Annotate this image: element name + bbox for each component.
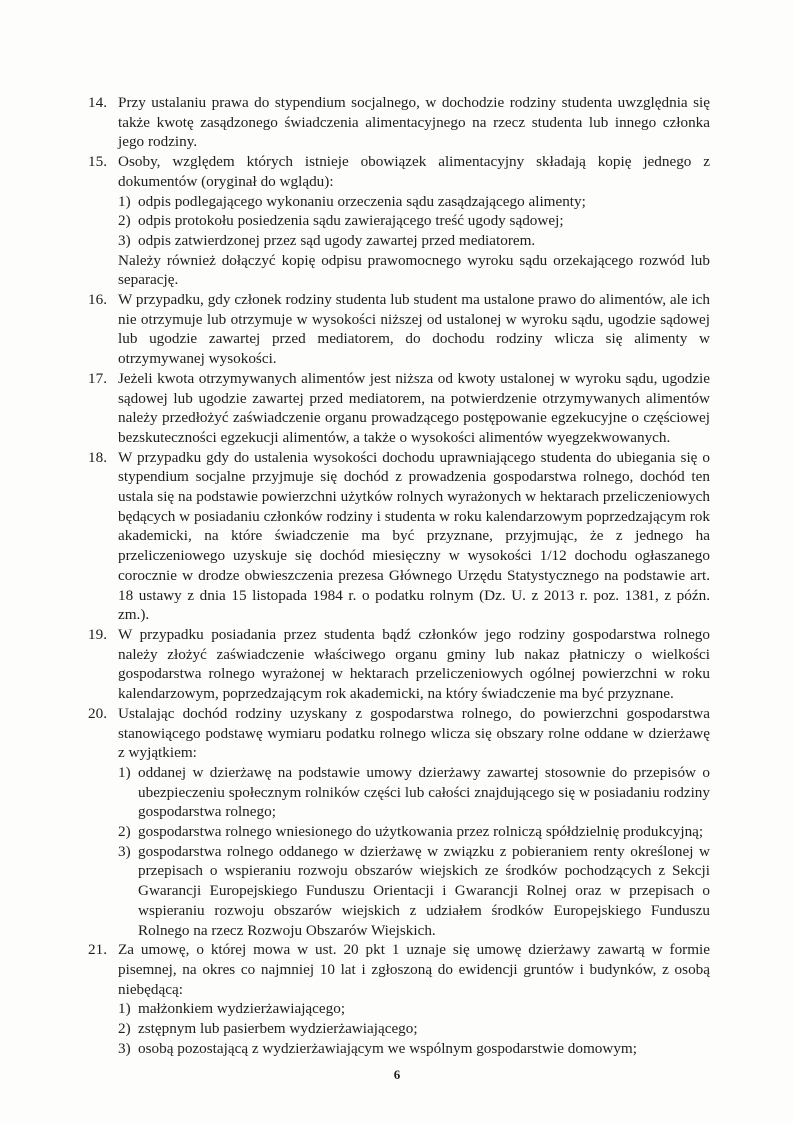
list-item	[118, 1019, 710, 1039]
list-item-text: gospodarstwa rolnego oddanego w dzierżawę w związku z pobieraniem renty określonej w przepisach o wspieraniu rozwoju obszarów wiejskich ze środków pochodzących z Sekcji Gwarancji Europejskiego Funduszu Orientacji i Gwarancji Rolnej oraz w przepisach o wspieraniu rozwoju obszarów wiejskich z udziałem środków Europejskiego Funduszu Rolnego na rzecz Rozwoju Obszarów Wiejskich.	[138, 842, 710, 939]
list-item-text: odpis protokołu posiedzenia sądu zawierającego treść ugody sądowej;	[138, 212, 564, 230]
paragraph-number: 17.	[88, 369, 107, 387]
list-item-number: 2)	[118, 823, 131, 841]
list-item-number: 3)	[118, 231, 131, 249]
list-item	[118, 231, 710, 251]
paragraph-number: 15.	[88, 153, 107, 171]
paragraph-text: Osoby, względem których istnieje obowiązek alimentacyjny składają kopię jednego z dokumentów (oryginał do wglądu):	[118, 153, 710, 190]
paragraph-number: 14.	[88, 94, 107, 111]
list-item-text: osobą pozostającą z wydzierżawiającym we wspólnym gospodarstwie domowym;	[138, 1039, 637, 1057]
paragraph-20	[88, 704, 710, 940]
paragraph-number: 20.	[88, 704, 107, 722]
list-item-number: 3)	[118, 1039, 131, 1057]
list-item-text: gospodarstwa rolnego wniesionego do użytkowania przez rolniczą spółdzielnię produkcyjną;	[138, 823, 704, 841]
paragraph-number: 19.	[88, 625, 107, 643]
list-item-number: 2)	[118, 212, 131, 230]
list-item-text: odpis podlegającego wykonaniu orzeczenia sądu zasądzającego alimenty;	[138, 192, 586, 210]
paragraph-number: 21.	[88, 941, 107, 959]
list-item	[118, 192, 710, 212]
list-item	[118, 999, 710, 1019]
list-item-text: oddanej w dzierżawę na podstawie umowy dzierżawy zawartej stosownie do przepisów o ubezpieczeniu społecznym rolników części lub całości znajdującego się w posiadaniu rodziny gospodarstwa rolnego;	[138, 763, 710, 821]
paragraph-14	[88, 93, 710, 152]
list-item-number: 3)	[118, 842, 131, 860]
list-item	[118, 211, 710, 231]
paragraph-text: W przypadku gdy do ustalenia wysokości dochodu uprawniającego studenta do ubiegania się o stypendium socjalne przyjmuje się dochód z prowadzenia gospodarstwa rolnego, dochód ten ustala się na podstawie powierzchni użytków rolnych wyrażonych w hektarach przeliczeniowych będących w posiadaniu członków rodziny i studenta w roku kalendarzowym poprzedzającym rok akademicki, na które świadczenie ma być przyznane, przyjmując, że z jednego ha przeliczeniowego uzyskuje się dochód miesięczny w wysokości 1/12 dochodu ogłaszanego corocznie w drodze obwieszczenia prezesa Głównego Urzędu Statystycznego na podstawie art. 18 ustawy z dnia 15 listopada 1984 r. o podatku rolnym (Dz. U. z 2013 r. poz. 1381, z późn. zm.).	[118, 448, 710, 624]
list-item-text: zstępnym lub pasierbem wydzierżawiającego;	[138, 1020, 418, 1038]
list-item	[118, 842, 710, 941]
paragraph-15	[88, 152, 710, 290]
list-item-text: odpis zatwierdzonej przez sąd ugody zawartej przed mediatorem.	[138, 231, 536, 249]
list-item-number: 1)	[118, 763, 131, 781]
paragraph-text: W przypadku posiadania przez studenta bądź członków jego rodziny gospodarstwa rolnego należy złożyć zaświadczenie właściwego organu gminy lub nakaz płatniczy o wielkości gospodarstwa rolnego wyrażonej w hektarach przeliczeniowych ogólnej powierzchni w roku kalendarzowym, poprzedzającym rok akademicki, na który świadczenie ma być przyznane.	[118, 625, 710, 703]
paragraph-number: 16.	[88, 291, 107, 309]
list-item	[118, 1039, 710, 1059]
list-item-number: 1)	[118, 1000, 131, 1018]
list-item	[118, 822, 710, 842]
paragraph-21	[88, 940, 710, 1058]
page-number: 6	[393, 1067, 401, 1082]
paragraph-text: W przypadku, gdy członek rodziny studenta lub student ma ustalone prawo do alimentów, ale ich nie otrzymuje lub otrzymuje w wysokości niższej od ustalonej w wyroku sądu, ugodzie sądowej lub ugodzie zawartej przed mediatorem, do dochodu rodziny wlicza się alimenty w otrzymywanej wysokości.	[118, 291, 710, 368]
list-item-number: 1)	[118, 192, 131, 210]
regulation-text	[88, 93, 710, 1058]
paragraph-text: Jeżeli kwota otrzymywanych alimentów jest niższa od kwoty ustalonej w wyroku sądu, ugodzie sądowej lub ugodzie zawartej przed mediatorem, na potwierdzenie otrzymywanych alimentów należy przedłożyć zaświadczenie organu prowadzącego postępowanie egzekucyjne o częściowej bezskuteczności egzekucji alimentów, a także o wysokości alimentów wyegzekwowanych.	[118, 369, 710, 446]
paragraph-18	[88, 448, 710, 625]
paragraph-text: Przy ustalaniu prawa do stypendium socjalnego, w dochodzie rodziny studenta uwzględnia się także kwotę zasądzonego świadczenia alimentacyjnego na rzecz studenta lub innego członka jego rodziny.	[118, 94, 710, 151]
list-item-number: 2)	[118, 1020, 131, 1038]
paragraph-17	[88, 369, 710, 448]
paragraph-16	[88, 290, 710, 369]
list-item-text: małżonkiem wydzierżawiającego;	[138, 1000, 346, 1018]
paragraph-number: 18.	[88, 448, 107, 466]
paragraph-text: Za umowę, o której mowa w ust. 20 pkt 1 uznaje się umowę dzierżawy zawartą w formie pisemnej, na okres co najmniej 10 lat i zgłoszoną do ewidencji gruntów i budynków, z osobą niebędącą:	[118, 941, 710, 998]
paragraph-19	[88, 625, 710, 704]
paragraph-note: Należy również dołączyć kopię odpisu prawomocnego wyroku sądu orzekającego rozwód lub separację.	[118, 251, 710, 289]
list-item	[118, 763, 710, 822]
paragraph-text: Ustalając dochód rodziny uzyskany z gospodarstwa rolnego, do powierzchni gospodarstwa stanowiącego podstawę wymiaru podatku rolnego wlicza się obszary rolne oddane w dzierżawę z wyjątkiem:	[118, 704, 710, 762]
